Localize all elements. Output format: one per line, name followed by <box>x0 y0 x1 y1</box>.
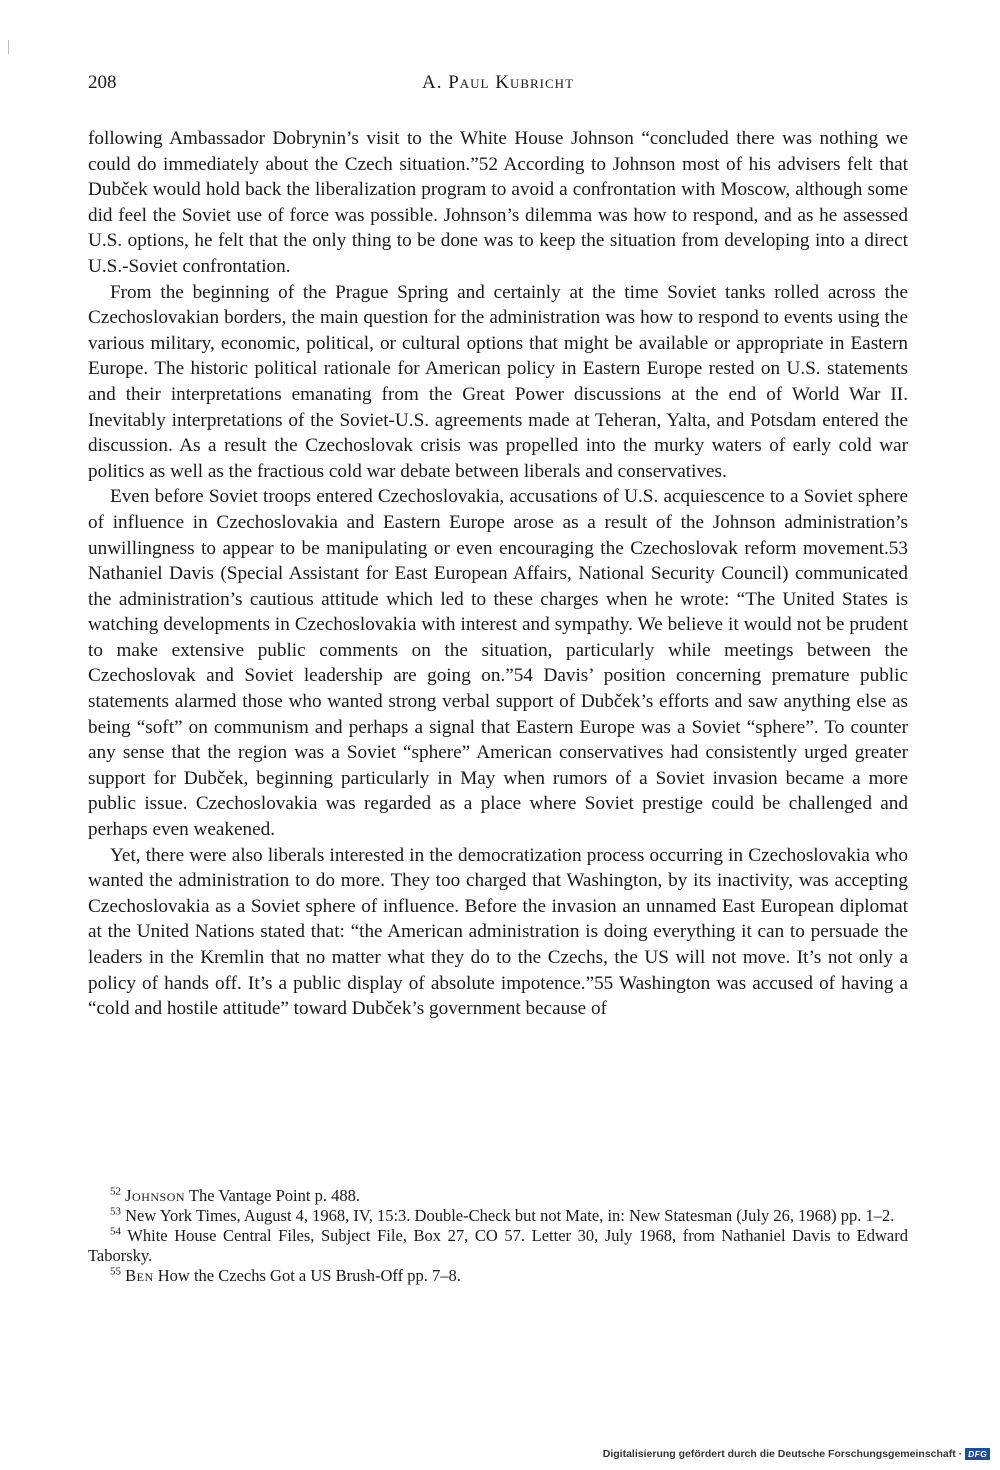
paragraph-4: Yet, there were also liberals interested in the democratization process occurring in Czechoslovakia who wanted the administration to do more. They too charged that Washington, by its inactivity, was accepting Czechoslovakia as a Soviet sphere of influence. Before the invasion an unnamed East European diplomat at the United Nations stated that: “the American administration is doing everything it can to persuade the leaders in the Kremlin that no matter what they do to the Czechs, the US will not move. It’s not only a policy of hands off. It’s a public display of absolute impotence.”55 Washington was accused of having a “cold and hostile attitude” toward Dubček’s government because of <box>88 844 908 1020</box>
digitization-credit <box>603 1448 990 1460</box>
footnote-number: 54 <box>110 1225 121 1238</box>
footnote-number: 53 <box>110 1205 121 1218</box>
footnote-54 <box>88 1226 908 1266</box>
body-text <box>88 126 908 1022</box>
footnote-number: 52 <box>110 1185 121 1198</box>
footnote-author: Johnson <box>125 1186 186 1205</box>
footnote-55 <box>88 1266 908 1286</box>
credit-text: Digitalisierung gefördert durch die Deutsche Forschungsgemeinschaft · <box>602 1448 963 1460</box>
footnotes <box>88 1186 908 1286</box>
page-number: 208 <box>88 72 117 93</box>
paragraph-2: From the beginning of the Prague Spring and certainly at the time Soviet tanks rolled across the Czechoslovakian borders, the main question for the administration was how to respond to events using the various military, economic, political, or cultural options that might be available or appropriate in Eastern Europe. The historic political rationale for American policy in Eastern Europe rested on U.S. statements and their interpretations emanating from the Great Power discussions at the end of World War II. Inevitably interpretations of the Soviet-U.S. agreements made at Teheran, Yalta, and Potsdam entered the discussion. As a result the Czechoslovak crisis was propelled into the murky waters of early cold war politics as well as the fractious cold war debate between liberals and conservatives. <box>88 281 908 482</box>
footnote-text: White House Central Files, Subject File, Box 27, CO 57. Letter 30, July 1968, from Nathaniel Davis to Edward Taborsky. <box>88 1226 908 1265</box>
paragraph-3: Even before Soviet troops entered Czechoslovakia, accusations of U.S. acquiescence to a Soviet sphere of influence in Czechoslovakia and Eastern Europe arose as a result of the Johnson administration’s unwillingness to appear to be manipulating or even encouraging the Czechoslovak reform movement.53 Nathaniel Davis (Special Assistant for East European Affairs, National Security Council) communicated the administration’s cautious attitude which led to these charges when he wrote: “The United States is watching developments in Czechoslovakia with interest and sympathy. We believe it would not be prudent to make extensive public comments on the situation, particularly while meetings between the Czechoslovak and Soviet leadership are going on.”54 Davis’ position concerning premature public statements alarmed those who wanted strong verbal support of Dubček’s efforts and saw anything else as being “soft” on communism and perhaps a signal that Eastern Europe was a Soviet “sphere”. To counter any sense that the region was a Soviet “sphere” American conservatives had consistently urged greater support for Dubček, beginning particularly in May when rumors of a Soviet invasion became a more public issue. Czechoslovakia was regarded as a place where Soviet prestige could be challenged and perhaps even weakened. <box>88 486 908 841</box>
footnote-53 <box>88 1206 908 1226</box>
footnote-text: How the Czechs Got a US Brush-Off pp. 7–8. <box>153 1266 461 1285</box>
footnote-52 <box>88 1186 908 1206</box>
running-head: A. Paul Kubricht <box>421 72 575 93</box>
footnote-text: The Vantage Point p. 488. <box>185 1186 360 1205</box>
footnote-number: 55 <box>110 1265 121 1278</box>
footnote-text: New York Times, August 4, 1968, IV, 15:3. Double-Check but not Mate, in: New Statesman (July 26, 1968) pp. 1–2. <box>121 1206 895 1225</box>
paragraph-1: following Ambassador Dobrynin’s visit to the White House Johnson “concluded there was nothing we could do immediately about the Czech situation.”52 According to Johnson most of his advisers felt that Dubček would hold back the liberalization program to avoid a confrontation with Moscow, although some did feel the Soviet use of force was possible. Johnson’s dilemma was how to respond, and as he assessed U.S. options, he felt that the only thing to be done was to keep the situation from developing into a direct U.S.-Soviet confrontation. <box>88 128 908 277</box>
page-header <box>88 72 908 102</box>
scan-mark <box>8 40 9 54</box>
footnote-author: Ben <box>125 1266 154 1285</box>
dfg-logo: DFG <box>965 1448 990 1460</box>
